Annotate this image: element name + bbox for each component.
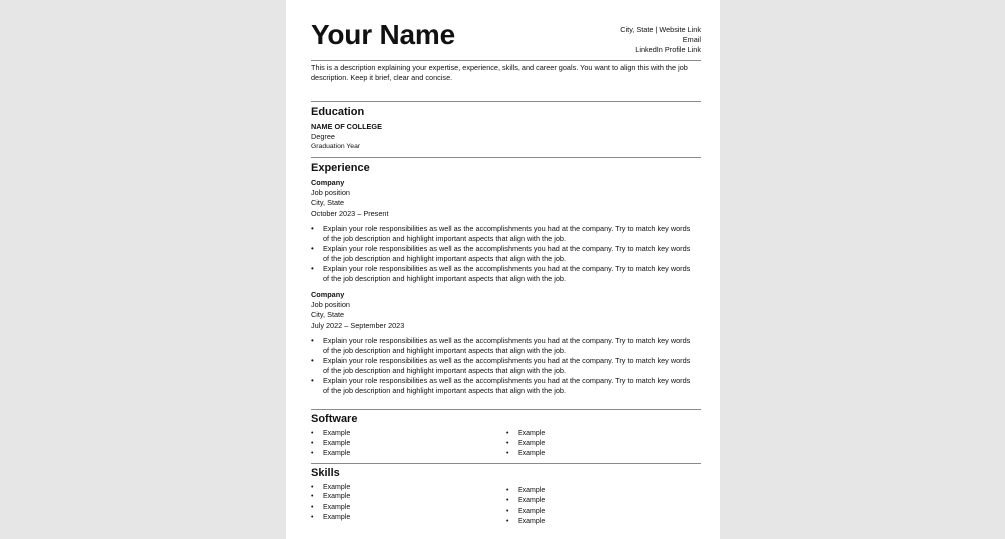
bullet-icon: • [311, 504, 314, 511]
bullet-icon: • [506, 508, 509, 515]
bullet-icon: • [311, 244, 314, 253]
bullet-text: Explain your role responsibilities as well as the accomplishments you had at the company. Try to match key words of the job description and highlight important aspects that align with the job. [323, 224, 691, 243]
item-text: Example [323, 493, 351, 500]
job-location: City, State [311, 310, 345, 319]
software-heading: Software [311, 413, 358, 425]
bullet-icon: • [506, 450, 509, 457]
job-position: Job position [311, 188, 350, 197]
bullet-icon: • [311, 430, 314, 437]
experience-heading: Experience [311, 162, 370, 174]
item-text: Example [323, 514, 351, 521]
item-text: Example [518, 508, 546, 515]
item-text: Example [518, 497, 546, 504]
item-text: Example [323, 430, 351, 437]
bullet-icon: • [311, 440, 314, 447]
skills-heading: Skills [311, 467, 340, 479]
bullet-icon: • [311, 356, 314, 365]
item-text: Example [518, 450, 546, 457]
resume-page [286, 0, 720, 539]
name-heading: Your Name [311, 19, 455, 50]
company-name: Company [311, 178, 345, 187]
bullet-text: Explain your role responsibilities as well as the accomplishments you had at the company. Try to match key words of the job description and highlight important aspects that align with the job. [323, 356, 691, 375]
item-text: Example [323, 450, 351, 457]
contact-email: Email [682, 35, 701, 44]
job-dates: July 2022 – September 2023 [311, 321, 405, 330]
bullet-icon: • [506, 430, 509, 437]
contact-location-website: City, State | Website Link [620, 25, 701, 34]
bullet-text: Explain your role responsibilities as well as the accomplishments you had at the company. Try to match key words of the job description and highlight important aspects that align with the job. [323, 244, 691, 263]
bullet-icon: • [311, 450, 314, 457]
bullet-text: Explain your role responsibilities as well as the accomplishments you had at the company. Try to match key words of the job description and highlight important aspects that align with the job. [323, 264, 691, 283]
bullet-icon: • [311, 493, 314, 500]
company-name: Company [311, 290, 345, 299]
item-text: Example [518, 487, 546, 494]
college-name: NAME OF COLLEGE [311, 122, 382, 131]
divider [311, 60, 701, 61]
bullet-icon: • [506, 487, 509, 494]
item-text: Example [518, 430, 546, 437]
bullet-icon: • [311, 224, 314, 233]
bullet-icon: • [311, 336, 314, 345]
job-position: Job position [311, 300, 350, 309]
bullet-text: Explain your role responsibilities as well as the accomplishments you had at the company. Try to match key words of the job description and highlight important aspects that align with the job. [323, 336, 691, 355]
job-location: City, State [311, 198, 345, 207]
divider [311, 409, 701, 410]
bullet-icon: • [311, 514, 314, 521]
divider [311, 463, 701, 464]
bullet-icon: • [311, 264, 314, 273]
education-heading: Education [311, 106, 365, 118]
degree: Degree [311, 132, 335, 141]
bullet-icon: • [506, 518, 509, 525]
item-text: Example [518, 518, 546, 525]
bullet-icon: • [311, 484, 314, 491]
bullet-icon: • [506, 440, 509, 447]
item-text: Example [518, 440, 546, 447]
divider [311, 101, 701, 102]
bullet-icon: • [506, 497, 509, 504]
contact-linkedin: LinkedIn Profile Link [635, 45, 701, 54]
job-dates: October 2023 – Present [311, 209, 389, 218]
bullet-text: Explain your role responsibilities as well as the accomplishments you had at the company. Try to match key words of the job description and highlight important aspects that align with the job. [323, 376, 691, 395]
item-text: Example [323, 440, 351, 447]
bullet-icon: • [311, 376, 314, 385]
summary: This is a description explaining your expertise, experience, skills, and career goals. You want to align this with the job description. Keep it brief, clear and concise. [311, 63, 688, 82]
graduation-year: Graduation Year [311, 143, 361, 150]
divider [311, 157, 701, 158]
item-text: Example [323, 504, 351, 511]
item-text: Example [323, 484, 351, 491]
